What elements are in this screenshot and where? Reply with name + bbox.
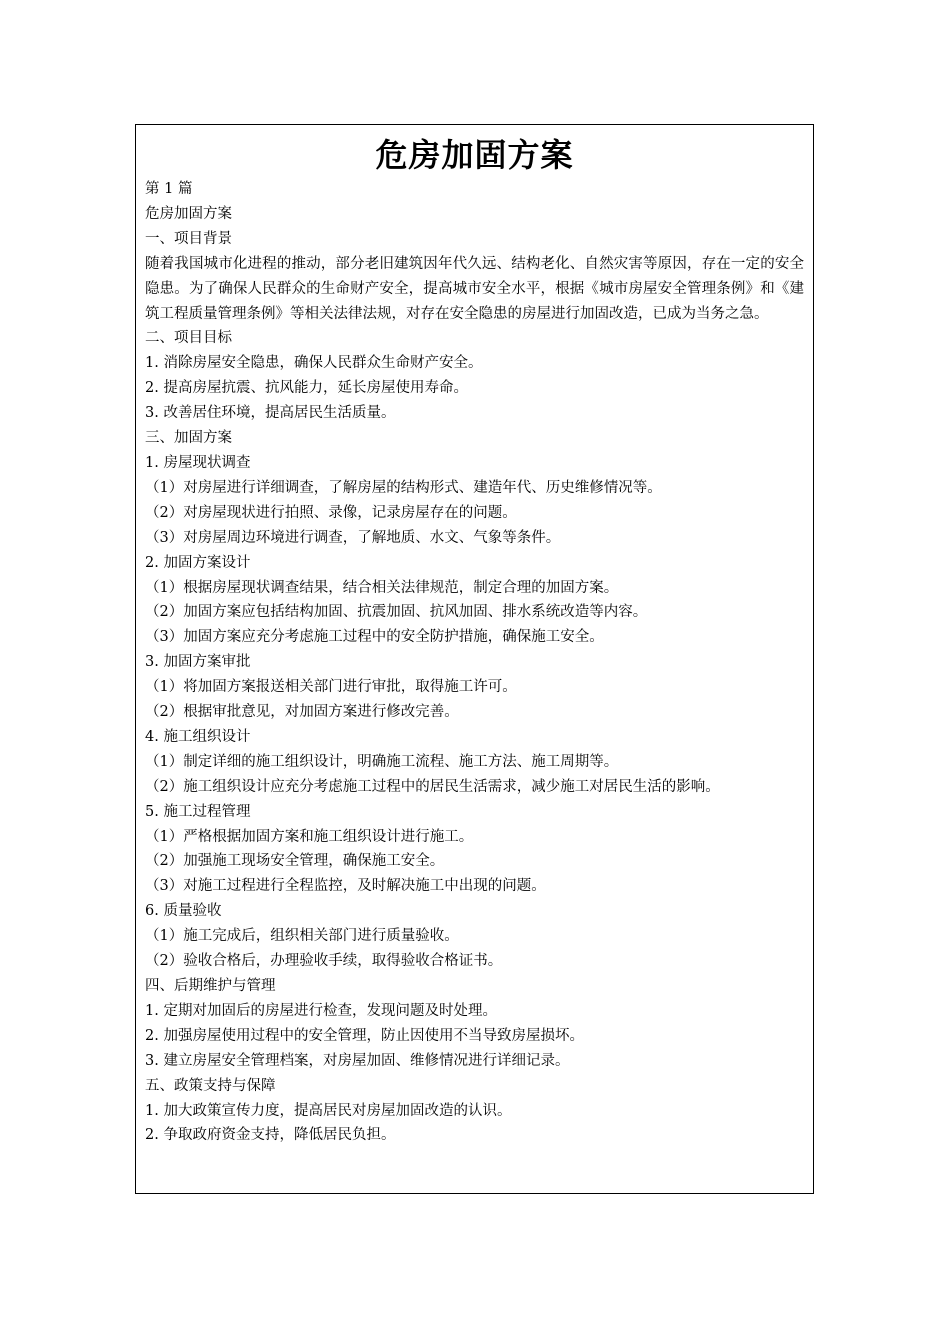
text-line: 3. 改善居住环境，提高居民生活质量。 <box>145 405 396 422</box>
part-number: 第 1 篇 <box>145 181 193 197</box>
text-line: （1）施工完成后，组织相关部门进行质量验收。 <box>145 928 459 945</box>
text-line: 1. 定期对加固后的房屋进行检查，发现问题及时处理。 <box>145 1002 497 1019</box>
text-line: 4. 施工组织设计 <box>145 728 251 745</box>
text-line: （1）制定详细的施工组织设计，明确施工流程、施工方法、施工周期等。 <box>145 753 619 770</box>
section-heading: 一、项目背景 <box>145 230 232 247</box>
text-line: （1）将加固方案报送相关部门进行审批，取得施工许可。 <box>145 679 517 696</box>
text-line: （2）对房屋现状进行拍照、录像，记录房屋存在的问题。 <box>145 504 517 521</box>
text-line: （3）对施工过程进行全程监控，及时解决施工中出现的问题。 <box>145 878 546 895</box>
text-line: 1. 房屋现状调查 <box>145 454 251 471</box>
text-line: （1）严格根据加固方案和施工组织设计进行施工。 <box>145 828 474 845</box>
text-line: 1. 消除房屋安全隐患，确保人民群众生命财产安全。 <box>145 355 483 372</box>
text-line: 四、后期维护与管理 <box>145 978 276 994</box>
text-line: 三、加固方案 <box>145 430 232 447</box>
text-line: 2. 加强房屋使用过程中的安全管理，防止因使用不当导致房屋损坏。 <box>145 1027 584 1044</box>
text-line: （2）施工组织设计应充分考虑施工过程中的居民生活需求，减少施工对居民生活的影响。 <box>145 778 720 795</box>
text-line: 3. 建立房屋安全管理档案，对房屋加固、维修情况进行详细记录。 <box>145 1052 570 1069</box>
text-line: （2）加强施工现场安全管理，确保施工安全。 <box>145 853 445 870</box>
document-title: 危房加固方案 <box>375 136 574 174</box>
text-line: （2）加固方案应包括结构加固、抗震加固、抗风加固、排水系统改造等内容。 <box>145 604 648 621</box>
text-line: （3）加固方案应充分考虑施工过程中的安全防护措施，确保施工安全。 <box>145 629 604 646</box>
document-subtitle: 危房加固方案 <box>145 205 232 222</box>
text-line: 2. 加固方案设计 <box>145 554 251 571</box>
text-line: 1. 加大政策宣传力度，提高居民对房屋加固改造的认识。 <box>145 1102 512 1119</box>
text-line: 二、项目目标 <box>145 330 232 347</box>
text-line: 2. 争取政府资金支持，降低居民负担。 <box>145 1127 396 1144</box>
text-line: （1）根据房屋现状调查结果，结合相关法律规范，制定合理的加固方案。 <box>145 579 619 596</box>
text-line: 5. 施工过程管理 <box>145 803 251 820</box>
document-frame <box>135 124 814 1194</box>
text-line: （2）根据审批意见，对加固方案进行修改完善。 <box>145 704 459 721</box>
text-line: （3）对房屋周边环境进行调查，了解地质、水文、气象等条件。 <box>145 529 561 546</box>
text-line: （2）验收合格后，办理验收手续，取得验收合格证书。 <box>145 953 503 970</box>
background-paragraph: 随着我国城市化进程的推动，部分老旧建筑因年代久远、结构老化、自然灾害等原因，存在一定的安全隐患。为了确保人民群众的生命财产安全，提高城市安全水平，根据《城市房屋安全管理条例》和《建筑工程质量管理条例》等相关法律法规，对存在安全隐患的房屋进行加固改造，已成为当务之急。 <box>145 255 804 322</box>
text-line: 2. 提高房屋抗震、抗风能力，延长房屋使用寿命。 <box>145 380 468 397</box>
text-line: （1）对房屋进行详细调查，了解房屋的结构形式、建造年代、历史维修情况等。 <box>145 479 662 496</box>
document-body <box>145 177 804 1148</box>
text-line: 五、政策支持与保障 <box>145 1077 276 1094</box>
text-line: 3. 加固方案审批 <box>145 654 251 671</box>
text-line: 6. 质量验收 <box>145 903 222 920</box>
content-lines <box>145 326 804 1148</box>
